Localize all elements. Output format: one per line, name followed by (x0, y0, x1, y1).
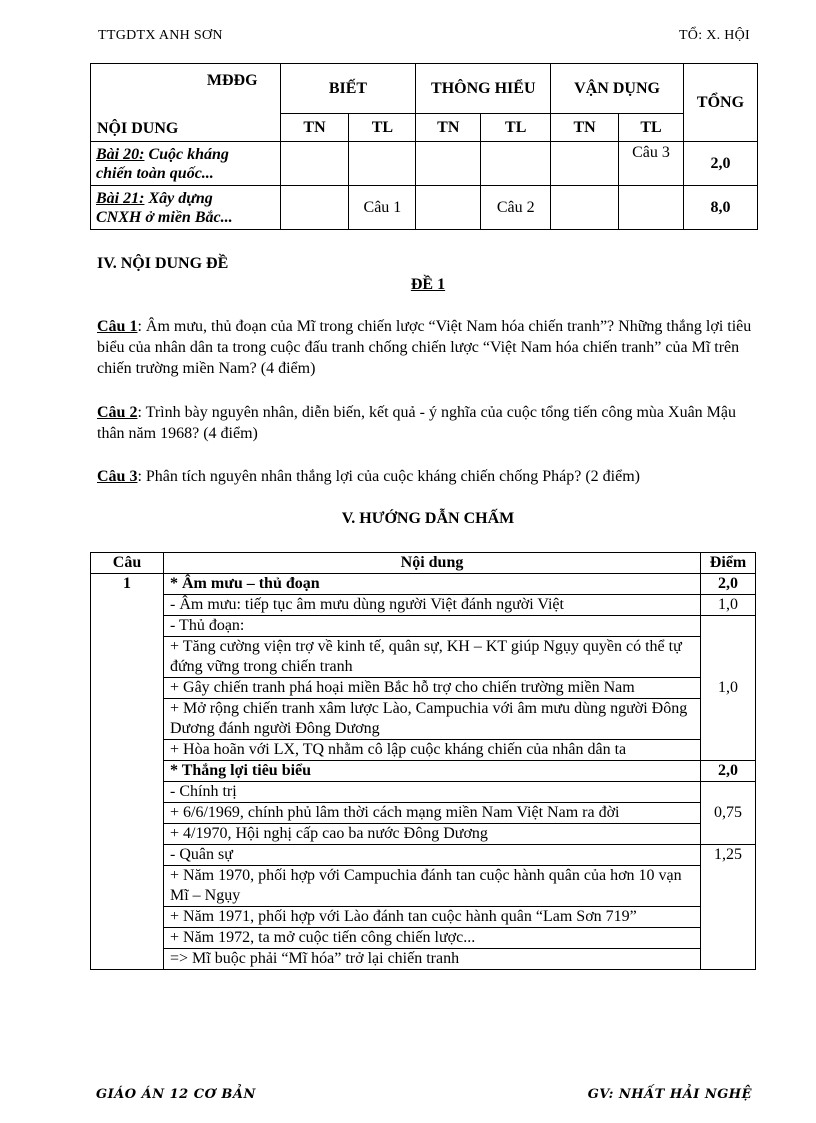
grading-row: + 6/6/1969, chính phủ lâm thời cách mạng miền Nam Việt Nam ra đời (164, 803, 701, 824)
grading-score: 2,0 (701, 761, 756, 782)
matrix-row-total: 8,0 (683, 186, 757, 230)
grading-row: + Hòa hoãn với LX, TQ nhằm cô lập cuộc kháng chiến của nhân dân ta (164, 740, 701, 761)
grading-question-number: 1 (91, 574, 164, 970)
matrix-subcol: TN (551, 114, 619, 142)
matrix-cell: Câu 1 (349, 186, 416, 230)
header-department: TỔ: X. HỘI (678, 28, 750, 43)
footer-teacher: GV: NHẤT HẢI NGHỆ (587, 1087, 752, 1102)
grading-row: * Âm mưu – thủ đoạn (164, 574, 701, 595)
grading-row: + Mở rộng chiến tranh xâm lược Lào, Campuchia với âm mưu dùng người Đông Dương đánh người Đông Dương (164, 699, 701, 740)
question-1: Câu 1: Âm mưu, thủ đoạn của Mĩ trong chiến lược “Việt Nam hóa chiến tranh”? Những thắng lợi tiêu biểu của nhân dân ta trong cuộc đấu tranh chống chiến lược “Việt Nam hóa chiến tranh” của Mĩ trên chiến trường miền Nam? (4 điểm) (97, 318, 752, 377)
grading-table (90, 552, 756, 970)
matrix-cell (619, 186, 684, 230)
grading-row: - Chính trị (164, 782, 701, 803)
matrix-cell (416, 186, 481, 230)
grading-row: * Thắng lợi tiêu biểu (164, 761, 701, 782)
grading-row: => Mĩ buộc phải “Mĩ hóa” trở lại chiến tranh (164, 949, 701, 970)
grading-score: 1,0 (701, 595, 756, 616)
matrix-row (91, 142, 758, 186)
footer-course: GIÁO ÁN 12 CƠ BẢN (96, 1087, 256, 1102)
matrix-cell: Câu 2 (481, 186, 551, 230)
section-4-title: IV. NỘI DUNG ĐỀ (97, 255, 229, 272)
matrix-cell (280, 142, 349, 186)
assessment-matrix-table (90, 63, 758, 230)
matrix-subcol: TL (481, 114, 551, 142)
grading-row: + 4/1970, Hội nghị cấp cao ba nước Đông Dương (164, 824, 701, 845)
matrix-lesson-cell: Bài 20: Cuộc kháng chiến toàn quốc... (91, 142, 281, 186)
matrix-cell (280, 186, 349, 230)
matrix-cell (416, 142, 481, 186)
matrix-cell (481, 142, 551, 186)
grading-row: - Quân sự (164, 845, 701, 866)
grading-score: 1,25 (701, 845, 756, 970)
grading-header-content: Nội dung (164, 553, 701, 574)
grading-header-score: Điểm (701, 553, 756, 574)
grading-row: + Tăng cường viện trợ về kinh tế, quân sự, KH – KT giúp Ngụy quyền có thể tự đứng vững trong chiến tranh (164, 637, 701, 678)
matrix-row (91, 186, 758, 230)
matrix-cell (551, 186, 619, 230)
matrix-cell: Câu 3 (619, 142, 684, 186)
grading-row: + Năm 1972, ta mở cuộc tiến công chiến lược... (164, 928, 701, 949)
matrix-group-understand: THÔNG HIỂU (416, 64, 551, 114)
matrix-subcol: TN (416, 114, 481, 142)
question-3: Câu 3: Phân tích nguyên nhân thắng lợi của cuộc kháng chiến chống Pháp? (2 điểm) (97, 468, 640, 485)
matrix-row-total: 2,0 (683, 142, 757, 186)
matrix-corner-cell (91, 64, 281, 142)
matrix-subcol: TN (280, 114, 349, 142)
matrix-cell (551, 142, 619, 186)
grading-row: + Năm 1970, phối hợp với Campuchia đánh tan cuộc hành quân của hơn 10 vạn Mĩ – Ngụy (164, 866, 701, 907)
grading-score: 0,75 (701, 782, 756, 845)
matrix-lesson-cell: Bài 21: Xây dựng CNXH ở miền Bắc... (91, 186, 281, 230)
grading-row: - Âm mưu: tiếp tục âm mưu dùng người Việt đánh người Việt (164, 595, 701, 616)
question-2: Câu 2: Trình bày nguyên nhân, diễn biến, kết quả - ý nghĩa của cuộc tổng tiến công mùa Xuân Mậu thân năm 1968? (4 điểm) (97, 404, 736, 442)
matrix-group-apply: VẬN DỤNG (551, 64, 684, 114)
grading-row: + Năm 1971, phối hợp với Lào đánh tan cuộc hành quân “Lam Sơn 719” (164, 907, 701, 928)
matrix-content-label: NỘI DUNG (97, 120, 179, 137)
grading-score: 2,0 (701, 574, 756, 595)
matrix-total-header: TỔNG (683, 64, 757, 142)
grading-row: + Gây chiến tranh phá hoại miền Bắc hỗ trợ cho chiến trường miền Nam (164, 678, 701, 699)
matrix-group-know: BIẾT (280, 64, 416, 114)
grading-score: 1,0 (701, 616, 756, 761)
exam-title: ĐỀ 1 (410, 276, 446, 293)
matrix-subcol: TL (619, 114, 684, 142)
matrix-subcol: TL (349, 114, 416, 142)
header-school: TTGDTX ANH SƠN (98, 28, 223, 43)
grading-header-question: Câu (91, 553, 164, 574)
matrix-cell (349, 142, 416, 186)
grading-row: - Thủ đoạn: (164, 616, 701, 637)
section-5-title: V. HƯỚNG DẪN CHẤM (341, 510, 515, 527)
matrix-mddg-label: MĐĐG (206, 72, 258, 89)
